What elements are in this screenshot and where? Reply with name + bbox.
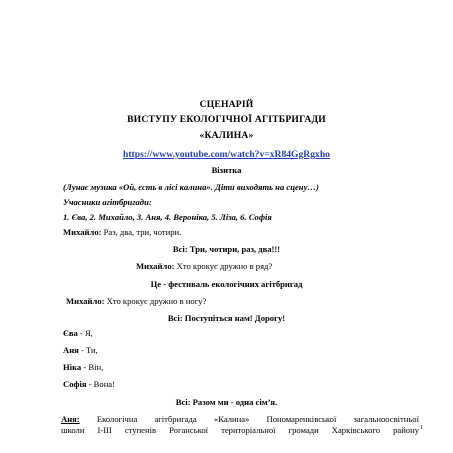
speaker-name: Михайло: bbox=[63, 227, 102, 237]
dialogue-line bbox=[63, 363, 103, 372]
dialogue-line bbox=[136, 262, 272, 271]
line-text: - Він, bbox=[81, 362, 104, 372]
page-number: 1 bbox=[420, 425, 423, 431]
chorus-line: Всі: Разом ми - одна сім’я. bbox=[175, 397, 278, 407]
chorus-line: Це - фестиваль екологічних агітбригад bbox=[150, 279, 303, 289]
speaker-name: Ніка bbox=[63, 362, 82, 372]
speaker-name: Аня: bbox=[61, 414, 80, 424]
speaker-name: Михайло: bbox=[136, 261, 175, 271]
stage-direction: (Лунає музика «Ой, єсть в лісі калина». Діти виходять на сцену…) bbox=[63, 182, 319, 192]
line-text: Раз, два, три, чотири. bbox=[101, 227, 182, 237]
participants-list: 1. Єва, 2. Михайло, 3. Аня, 4. Вероніка, 5. Ліза, 6. Софія bbox=[63, 212, 272, 222]
speaker-name: Михайло: bbox=[66, 296, 105, 306]
line-text: - Вона! bbox=[86, 379, 115, 389]
line-text: Хто крокує дружно в ногу? bbox=[104, 296, 207, 306]
video-link[interactable]: https://www.youtube.com/watch?v=xR84GgRgxho bbox=[123, 149, 330, 160]
closing-line-2: школи І-ІІІ ступенів Роганської територіальної громади Харківського району bbox=[61, 425, 419, 435]
closing-paragraph bbox=[61, 414, 419, 436]
dialogue-line bbox=[63, 346, 98, 355]
chorus-line: Всі: Поступіться нам! Дорогу! bbox=[167, 313, 286, 323]
section-heading: Візитка bbox=[211, 165, 242, 175]
participants-label: Учасники агітбригади: bbox=[63, 197, 152, 207]
dialogue-line bbox=[63, 380, 115, 389]
dialogue-line bbox=[63, 329, 93, 338]
dialogue-line bbox=[66, 297, 206, 306]
closing-line-1 bbox=[61, 414, 419, 425]
brigade-name: «КАЛИНА» bbox=[199, 130, 254, 141]
speaker-name: Єва bbox=[63, 328, 78, 338]
line-text: - Я, bbox=[77, 328, 93, 338]
speaker-name: Аня bbox=[63, 345, 79, 355]
speaker-name: Софія bbox=[63, 379, 87, 389]
dialogue-line bbox=[63, 228, 181, 237]
line-text: Екологічна агітбригада «Калина» Пономаренківської загальноосвітньої bbox=[79, 414, 419, 424]
script-subtitle: ВИСТУПУ ЕКОЛОГІЧНОЇ АГІТБРИГАДИ bbox=[127, 114, 326, 125]
script-title: СЦЕНАРІЙ bbox=[199, 99, 254, 110]
line-text: - Ти, bbox=[78, 345, 98, 355]
line-text: Хто крокує дружно в ряд? bbox=[174, 261, 273, 271]
chorus-line: Всі: Три, чотири, раз, два!!! bbox=[172, 244, 281, 254]
